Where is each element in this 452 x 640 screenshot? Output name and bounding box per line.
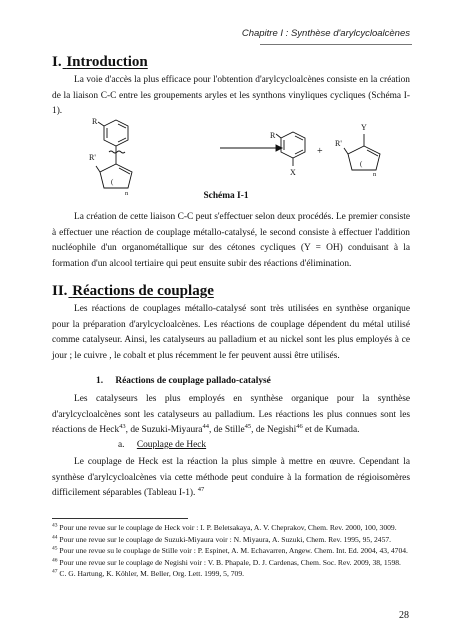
label-r-prime: R' xyxy=(89,153,96,162)
paragraph-text: Le couplage de Heck est la réaction la plus simple à mettre en œuvre. Cependant la synthèse d'arylcycloalcènes via cette méthode peut conduire à la formation de régioisomères difficilement séparables (Tableau I-1). xyxy=(52,457,410,499)
paragraph-heck xyxy=(52,455,410,502)
label-r: R xyxy=(92,117,98,126)
footnote-47: $^{47}$ C. G. Hartung, K. Köhler, M. Beller, Org. Lett. 1999, 5, 709. xyxy=(52,568,245,578)
section-number: I. xyxy=(52,54,62,70)
svg-text:(: ( xyxy=(360,160,363,168)
paragraph-text: La création de cette liaison C-C peut s'effectuer selon deux procédés. Le premier consiste à effectuer une réaction de couplage métallo-catalysé, le second consiste à effectuer l'addition nucléophile d'un organométallique sur des cétones cycliques (Y = OH) conduisant à la formation d'un alcool tertiaire qui peut ensuite subir des réactions d'élimination. xyxy=(52,212,410,269)
footnotes xyxy=(52,522,412,580)
ref-46: 46 xyxy=(296,423,303,431)
paragraph-pallado: Les catalyseurs les plus employés en synthèse organique pour la synthèse d'arylcycloalcènes sont les catalyseurs au palladium. Les réactions les plus connues sont les réactions de Heck$^{43}$, de Suzuki-Miyaura$^{44}$, de Stille$^{45}$, de Negishi$^{46}$ et de Kumada. xyxy=(52,394,410,436)
footnote-46: $^{46}$ Pour une revue sur le couplage de Negishi voir : V. B. Phapale, D. J. Cardenas, Chem. Soc. Rev. 2009, 38, 1598. xyxy=(52,556,401,567)
subsection-title: Réactions de couplage pallado-catalysé xyxy=(115,376,271,386)
subsubsection-title: Couplage de Heck xyxy=(136,440,207,450)
subsection-number: 1. xyxy=(96,376,104,386)
section-heading-introduction xyxy=(52,54,148,71)
label-x: X xyxy=(290,168,296,177)
scheme-diagram xyxy=(80,114,400,196)
section-number: II. xyxy=(52,283,68,299)
ref-47: 47 xyxy=(197,486,205,494)
label-r-prime-right: R' xyxy=(335,139,342,148)
label-ring-size: ( xyxy=(111,178,114,186)
paragraph-intro xyxy=(52,73,410,120)
footnote-43: $^{43}$ Pour une revue sur le couplage de Heck voir : I. P. Beletsakaya, A. V. Cheprakov, Chem. Rev. 2000, 100, 3009. xyxy=(52,522,397,532)
subsection-heading-pallado xyxy=(96,376,271,386)
paragraph-text: Les réactions de couplages métallo-catalysé sont très utilisées en synthèse organique pour la préparation d'arylcycloalcènes. Les réactions de couplage dépendent du métal utilisé comme catalyseur. Ainsi, les catalyseurs au palladium et au nickel sont les plus employés à ce jour ; le cuivre , le cobalt et plus récemment le fer peuvent aussi être utilisés. xyxy=(52,304,410,361)
paragraph-procedures xyxy=(52,210,410,272)
ref-44: 44 xyxy=(202,423,209,431)
footnote-45: $^{45}$ Pour une revue su le couplage de Stille voir : P. Espinet, A. M. Echavarren, Angew. Chem. Int. Ed. 2004, 43, 4704. xyxy=(52,545,408,555)
paragraph-text: La voie d'accès la plus efficace pour l'obtention d'arylcycloalcènes consiste en la création de la liaison C-C entre les groupements aryles et les synthons vinyliques cycliques (Schéma I-1). xyxy=(52,75,410,117)
section-title: Introduction xyxy=(66,54,148,70)
section-heading-couplage xyxy=(52,283,214,300)
label-n: n xyxy=(125,190,129,196)
header-rule xyxy=(260,44,412,45)
label-r-right: R xyxy=(270,131,276,140)
footnote-rule xyxy=(52,518,188,519)
paragraph-couplage xyxy=(52,302,410,364)
label-y: Y xyxy=(361,123,367,132)
page-number: 28 xyxy=(399,610,409,621)
footnote-44: $^{44}$ Pour une revue sur le couplage de Suzuki-Miyaura voir : N. Miyaura, A. Suzuki, Chem. Rev. 1995, 95, 2457. xyxy=(52,533,392,544)
section-title: Réactions de couplage xyxy=(72,283,214,299)
label-n-right: n xyxy=(373,171,377,178)
label-plus: + xyxy=(317,146,323,157)
subsubsection-letter: a. xyxy=(118,440,125,450)
scheme-caption: Schéma I-1 xyxy=(203,191,249,201)
ref-43: 43 xyxy=(119,423,126,431)
subsubsection-heading-heck xyxy=(118,440,206,450)
ref-45: 45 xyxy=(244,423,252,431)
running-header: Chapitre I : Synthèse d'arylcycloalcènes xyxy=(241,28,410,39)
